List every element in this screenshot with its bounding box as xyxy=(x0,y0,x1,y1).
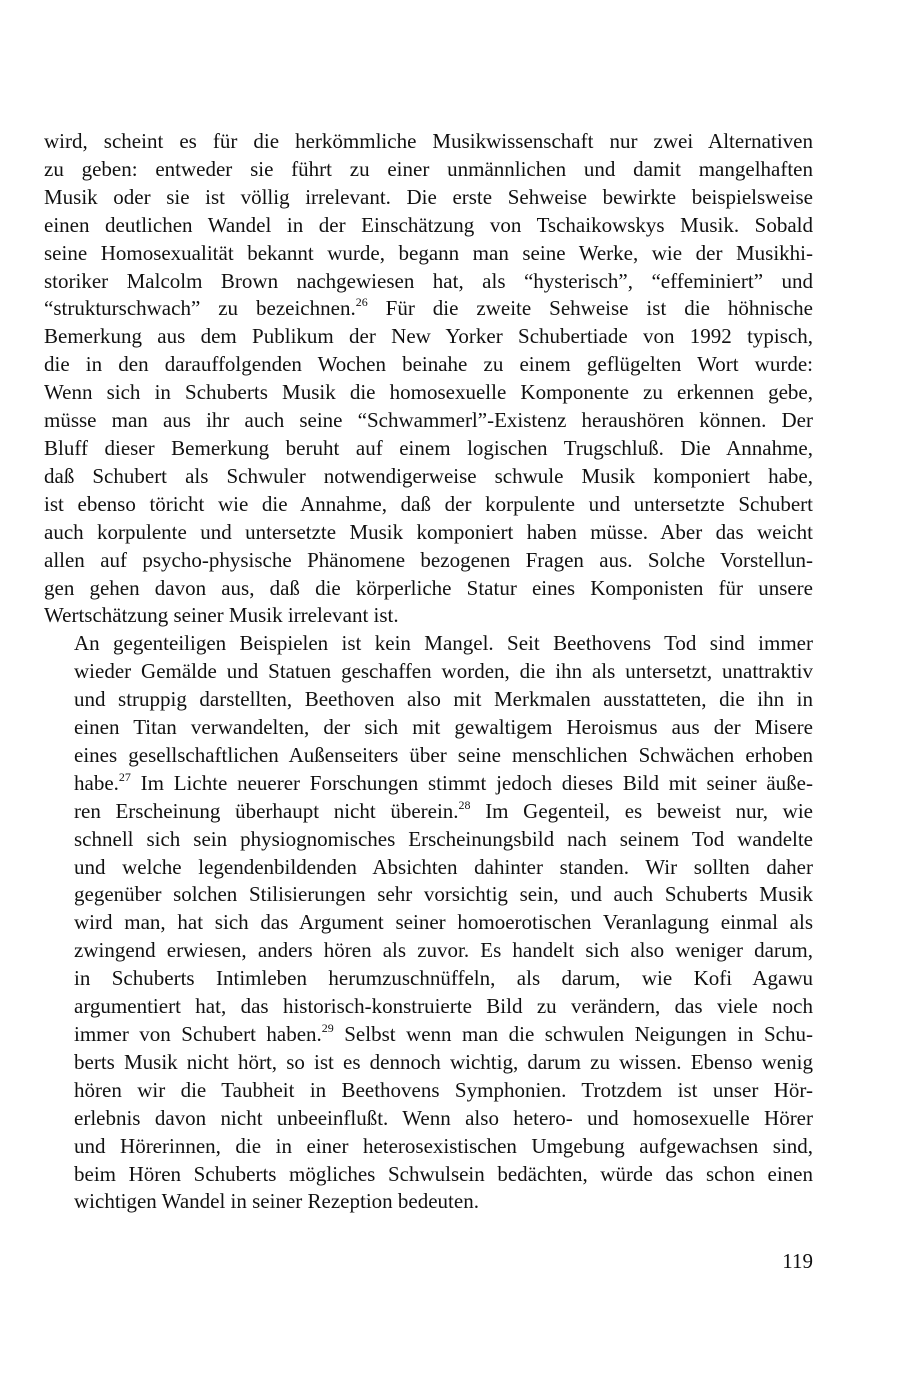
text-line xyxy=(44,491,813,519)
line-text: und Hörerinnen, die in einer heterosexistischen Umgebung aufgewachsen sind, xyxy=(74,1133,813,1158)
line-text: storiker Malcolm Brown nachgewiesen hat, als “hysterisch”, “effeminiert” und xyxy=(44,268,813,293)
text-line xyxy=(44,770,813,798)
line-text: wichtigen Wandel in seiner Rezeption bedeuten. xyxy=(74,1189,479,1214)
text-line xyxy=(44,575,813,603)
text-line xyxy=(44,1049,813,1077)
line-text: beim Hören Schuberts mögliches Schwulsein bedächten, würde das schon einen xyxy=(74,1161,813,1186)
line-text: wieder Gemälde und Statuen geschaffen worden, die ihn als untersetzt, unattraktiv xyxy=(74,659,813,684)
line-text: Bluff dieser Bemerkung beruht auf einem logischen Trugschluß. Die Annahme, xyxy=(44,435,813,460)
line-text: ren Erscheinung überhaupt nicht überein. xyxy=(74,798,459,823)
line-text-continued: Im Gegenteil, es beweist nur, wie xyxy=(470,798,813,823)
text-line xyxy=(44,463,813,491)
text-line xyxy=(44,1021,813,1049)
paragraph xyxy=(44,630,813,1216)
text-line xyxy=(44,519,813,547)
text-line xyxy=(44,156,813,184)
text-line xyxy=(44,881,813,909)
line-text: Musik oder sie ist völlig irrelevant. Die erste Sehweise bewirkte beispielsweise xyxy=(44,184,813,209)
text-line xyxy=(44,993,813,1021)
line-text: eines gesellschaftlichen Außenseiters über seine menschlichen Schwächen erhoben xyxy=(74,742,813,767)
line-text: gen gehen davon aus, daß die körperliche Statur eines Komponisten für unsere xyxy=(44,575,813,600)
text-line xyxy=(44,854,813,882)
line-text: argumentiert hat, das historisch-konstruierte Bild zu verändern, das viele noch xyxy=(74,994,813,1019)
text-line xyxy=(44,212,813,240)
line-text: Wenn sich in Schuberts Musik die homosexuelle Komponente zu erkennen gebe, xyxy=(44,380,813,405)
text-line xyxy=(44,379,813,407)
line-text: zu geben: entweder sie führt zu einer unmännlichen und damit mangelhaften xyxy=(44,156,813,181)
text-line xyxy=(44,658,813,686)
line-text: allen auf psycho-physische Phänomene bezogenen Fragen aus. Solche Vorstellun- xyxy=(44,547,813,572)
line-text: wird, scheint es für die herkömmliche Musikwissenschaft nur zwei Alternativen xyxy=(44,129,813,153)
text-line xyxy=(44,547,813,575)
footnote-marker[interactable]: 29 xyxy=(321,1021,334,1035)
line-text: zwingend erwiesen, anders hören als zuvor. Es handelt sich also weniger darum, xyxy=(74,938,813,963)
line-text: daß Schubert als Schwuler notwendigerweise schwule Musik komponiert habe, xyxy=(44,463,813,488)
text-line xyxy=(44,128,813,156)
text-line xyxy=(44,435,813,463)
line-text: schnell sich sein physiognomisches Erscheinungsbild nach seinem Tod wandelte xyxy=(74,826,813,851)
line-text: und struppig darstellten, Beethoven also mit Merkmalen ausstatteten, die ihn in xyxy=(74,687,813,712)
text-line xyxy=(44,1077,813,1105)
text-line xyxy=(44,826,813,854)
body-text xyxy=(44,128,813,1216)
footnote-marker[interactable]: 26 xyxy=(355,295,368,310)
text-line xyxy=(44,630,813,658)
text-line xyxy=(44,602,813,630)
text-line xyxy=(44,1133,813,1161)
line-text: einen Titan verwandelten, der sich mit gewaltigem Heroismus aus der Misere xyxy=(74,715,813,740)
line-text: müsse man aus ihr auch seine “Schwammerl”-Existenz heraushören können. Der xyxy=(44,408,813,433)
footnote-marker[interactable]: 28 xyxy=(458,797,471,812)
text-line xyxy=(44,909,813,937)
line-text: wird man, hat sich das Argument seiner homoerotischen Veranlagung einmal als xyxy=(74,910,813,935)
line-text: immer von Schubert haben. xyxy=(74,1022,322,1046)
line-text: berts Musik nicht hört, so ist es dennoch wichtig, darum zu wissen. Ebenso wenig xyxy=(74,1049,813,1074)
line-text: einen deutlichen Wandel in der Einschätzung von Tschaikowskys Musik. Sobald xyxy=(44,212,813,237)
line-text: auch korpulente und untersetzte Musik komponiert haben müsse. Aber das weicht xyxy=(44,519,813,544)
text-line xyxy=(44,686,813,714)
line-text: die in den darauffolgenden Wochen beinahe zu einem geflügelten Wort wurde: xyxy=(44,352,813,377)
text-line xyxy=(44,1105,813,1133)
line-text: ist ebenso töricht wie die Annahme, daß der korpulente und untersetzte Schubert xyxy=(44,491,813,516)
text-line xyxy=(44,351,813,379)
line-text-continued: Für die zweite Sehweise ist die höhnische xyxy=(367,296,813,321)
text-line xyxy=(44,1161,813,1189)
text-line xyxy=(44,714,813,742)
line-text: gegenüber solchen Stilisierungen sehr vorsichtig sein, und auch Schuberts Musik xyxy=(74,882,813,907)
line-text: in Schuberts Intimleben herumzuschnüffeln, als darum, wie Kofi Agawu xyxy=(74,966,813,991)
line-text: hören wir die Taubheit in Beethovens Symphonien. Trotzdem ist unser Hör- xyxy=(74,1077,813,1102)
text-line xyxy=(44,1188,813,1216)
text-line xyxy=(44,268,813,296)
text-line xyxy=(44,184,813,212)
line-text-continued: Selbst wenn man die schwulen Neigungen in Schu- xyxy=(333,1022,813,1046)
text-line xyxy=(44,240,813,268)
line-text: Bemerkung aus dem Publikum der New Yorker Schubertiade von 1992 typisch, xyxy=(44,324,813,349)
text-line xyxy=(44,323,813,351)
line-text: “strukturschwach” zu bezeichnen. xyxy=(44,296,356,321)
line-text-continued: Im Lichte neuerer Forschungen stimmt jedoch dieses Bild mit seiner äuße- xyxy=(130,770,813,795)
text-line xyxy=(44,798,813,826)
text-line xyxy=(44,965,813,993)
line-text: erlebnis davon nicht unbeeinflußt. Wenn also hetero- und homosexuelle Hörer xyxy=(74,1105,813,1130)
line-text: und welche legendenbildenden Absichten dahinter standen. Wir sollten daher xyxy=(74,854,813,879)
page-number: 119 xyxy=(782,1249,813,1273)
text-line xyxy=(44,742,813,770)
text-line xyxy=(44,937,813,965)
text-line xyxy=(44,407,813,435)
footnote-marker[interactable]: 27 xyxy=(118,769,131,784)
line-text: seine Homosexualität bekannt wurde, begann man seine Werke, wie der Musikhi- xyxy=(44,240,813,265)
line-text: An gegenteiligen Beispielen ist kein Mangel. Seit Beethovens Tod sind immer xyxy=(74,631,813,656)
paragraph xyxy=(44,128,813,630)
line-text: habe. xyxy=(74,770,119,795)
text-line xyxy=(44,295,813,323)
line-text: Wertschätzung seiner Musik irrelevant ist. xyxy=(44,603,399,628)
